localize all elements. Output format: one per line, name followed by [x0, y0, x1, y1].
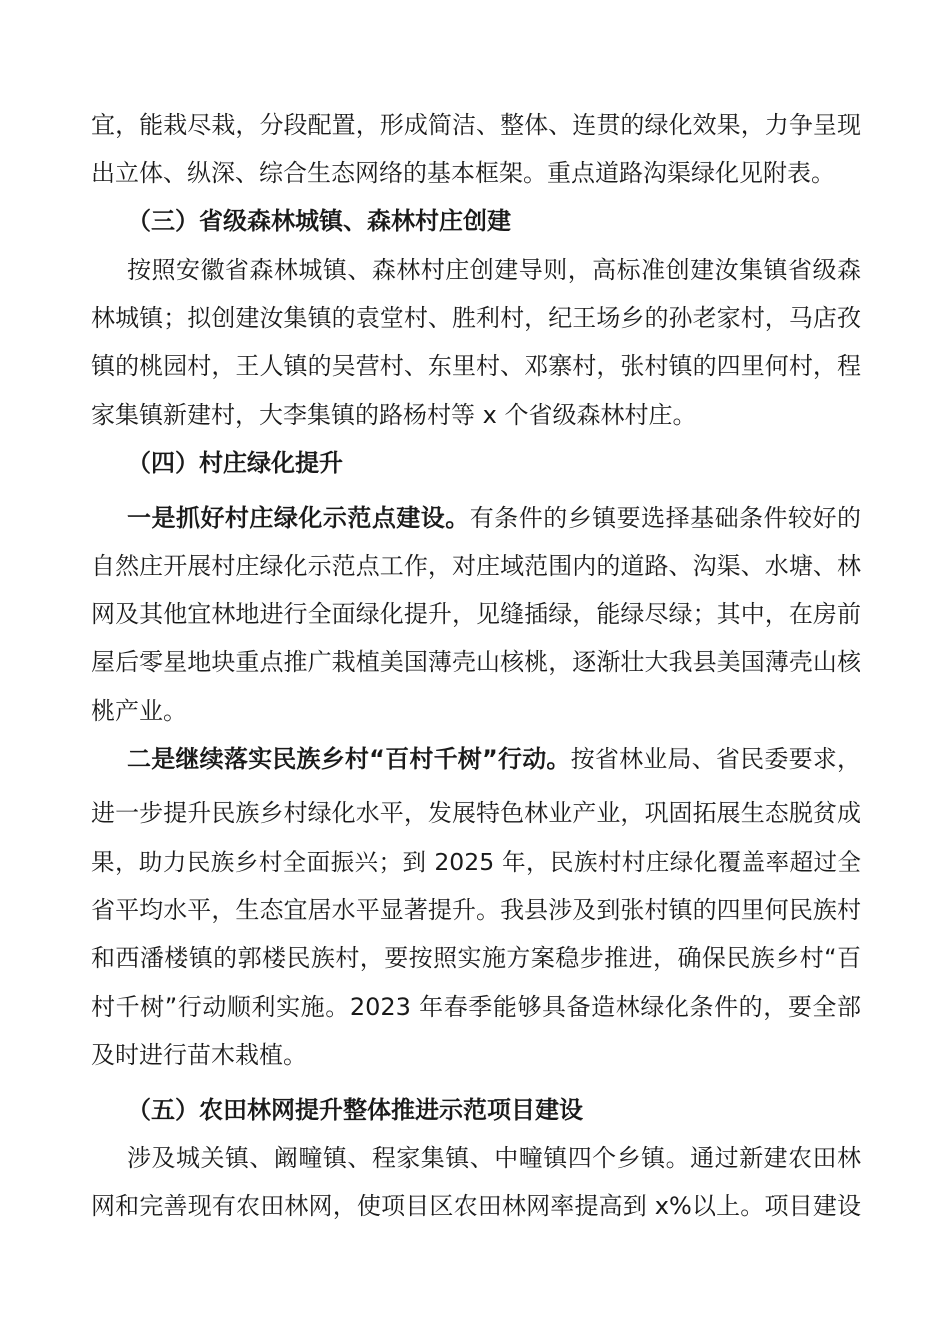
body-line: 按照安徽省森林城镇、森林村庄创建导则，高标准创建汝集镇省级森 [127, 256, 861, 284]
body-line: 村千树”行动顺利实施。2023 年春季能够具备造林绿化条件的，要全部 [91, 993, 861, 1021]
body-line: 屋后零星地块重点推广栽植美国薄壳山核桃，逐渐壮大我县美国薄壳山核 [91, 648, 861, 676]
body-line: 家集镇新建村，大李集镇的路杨村等 x 个省级森林村庄。 [91, 401, 697, 429]
section-heading: （四）村庄绿化提升 [127, 449, 343, 477]
body-line: 自然庄开展村庄绿化示范点工作，对庄域范围内的道路、沟渠、水塘、林 [91, 552, 861, 580]
lead-continuation: 按省林业局、省民委要求， [570, 745, 862, 773]
bold-lead: 二是继续落实民族乡村“百村千树”行动。 [127, 745, 571, 773]
body-line: 网和完善现有农田林网，使项目区农田林网率提高到 x%以上。项目建设 [91, 1192, 861, 1220]
body-line: 宜，能栽尽栽，分段配置，形成简洁、整体、连贯的绿化效果，力争呈现 [91, 111, 861, 139]
body-line: 镇的桃园村，王人镇的吴营村、东里村、邓寨村，张村镇的四里何村，程 [91, 352, 861, 380]
body-line: 和西潘楼镇的郭楼民族村，要按照实施方案稳步推进，确保民族乡村“百 [91, 944, 861, 972]
body-line: 出立体、纵深、综合生态网络的基本框架。重点道路沟渠绿化见附表。 [91, 159, 835, 187]
body-line: 桃产业。 [91, 697, 187, 725]
body-line: 进一步提升民族乡村绿化水平，发展特色林业产业，巩固拓展生态脱贫成 [91, 799, 861, 827]
lead-continuation: 有条件的乡镇要选择基础条件较好的 [469, 504, 862, 532]
body-line: 省平均水平，生态宜居水平显著提升。我县涉及到张村镇的四里何民族村 [91, 896, 861, 924]
section-heading: （三）省级森林城镇、森林村庄创建 [127, 207, 511, 235]
body-line: 涉及城关镇、阚疃镇、程家集镇、中疃镇四个乡镇。通过新建农田林 [127, 1144, 861, 1172]
body-line: 及时进行苗木栽植。 [91, 1041, 307, 1069]
paragraph-first-line [127, 494, 861, 542]
body-line: 网及其他宜林地进行全面绿化提升，见缝插绿，能绿尽绿；其中，在房前 [91, 600, 861, 628]
paragraph-first-line [127, 735, 861, 783]
body-line: 果，助力民族乡村全面振兴；到 2025 年，民族村村庄绿化覆盖率超过全 [91, 848, 861, 876]
section-heading: （五）农田林网提升整体推进示范项目建设 [127, 1096, 583, 1124]
body-line: 林城镇；拟创建汝集镇的袁堂村、胜利村，纪王场乡的孙老家村，马店孜 [91, 304, 861, 332]
bold-lead: 一是抓好村庄绿化示范点建设。 [127, 504, 470, 532]
